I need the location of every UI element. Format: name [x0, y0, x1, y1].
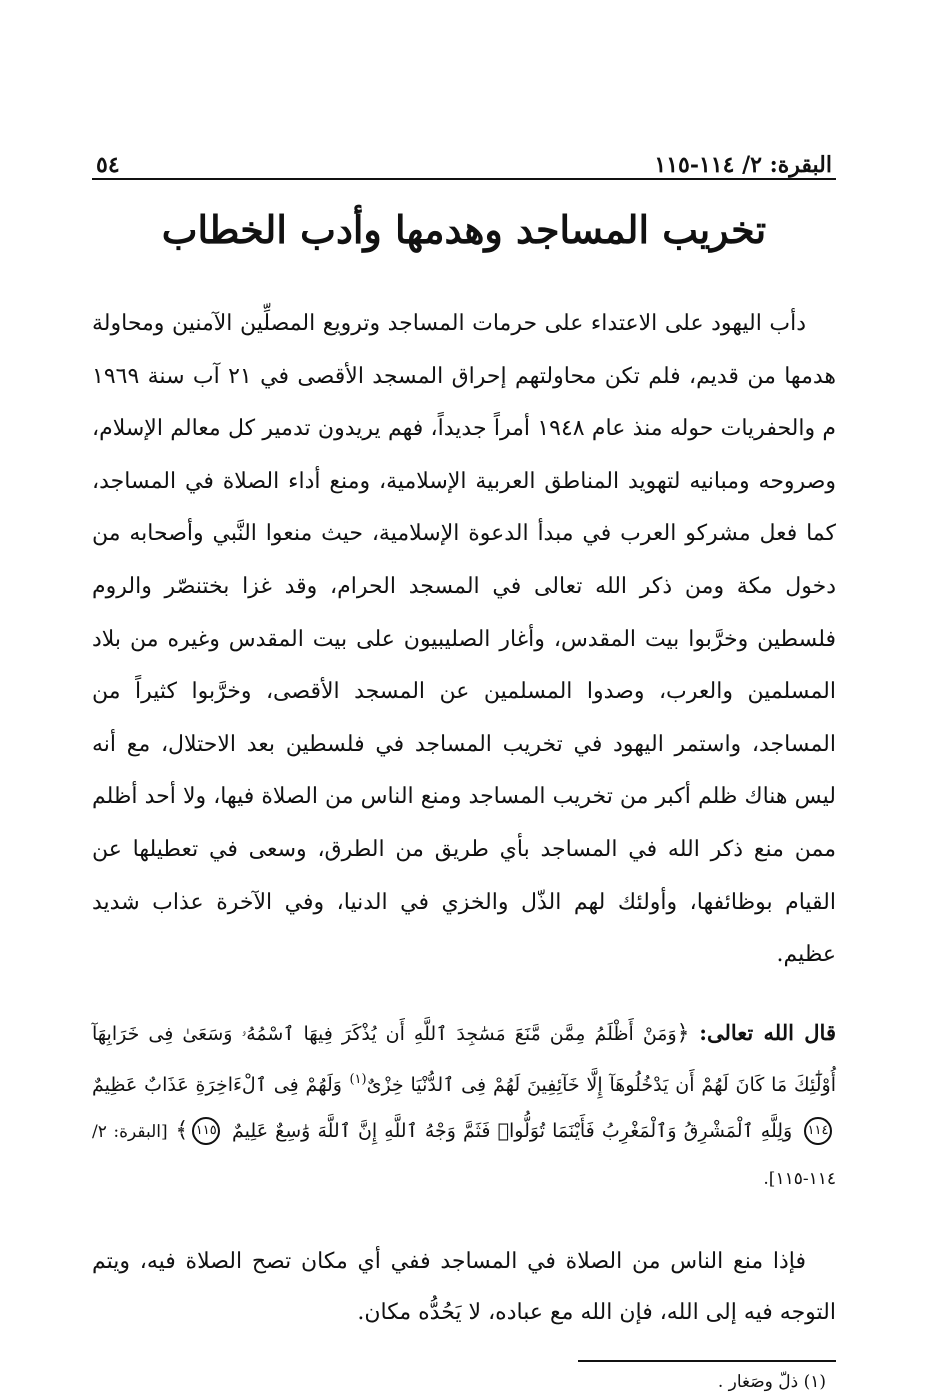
- verse-part-1: وَمَنْ أَظْلَمُ مِمَّن مَّنَعَ مَسَٰجِدَ ٱللَّهِ أَن يُذْكَرَ فِيهَا ٱسْمُهُۥ وَسَعَىٰ فِى خَرَابِهَآ أُوْلَٰٓئِكَ مَا كَانَ لَهُمْ أَن يَدْخُلُوهَآ إِلَّا خَآئِفِينَ لَهُمْ فِى ٱلدُّنْيَا خِزْىٌ: [92, 1022, 836, 1096]
- verse-reference: [البقرة: ٢/ ١١٤-١١٥].: [92, 1121, 836, 1189]
- closing-text: فإذا منع الناس من الصلاة في المساجد ففي أي مكان تصح الصلاة فيه، ويتم التوجه فيه إلى الله، فإن الله مع عباده، لا يَحُدُّه مكان.: [92, 1248, 836, 1325]
- ayah-number-mark: ١١٥: [192, 1117, 220, 1145]
- surah-reference: البقرة: ٢/ ١١٤-١١٥: [654, 152, 832, 178]
- book-page: [92, 140, 836, 1392]
- footnote-rule: [578, 1360, 836, 1362]
- quran-quote: [92, 1010, 836, 1202]
- close-bracket: ﴾: [175, 1117, 189, 1143]
- verse-part-3: وَلِلَّهِ ٱلْمَشْرِقُ وَٱلْمَغْرِبُ فَأَيْنَمَا تُوَلُّوا۟ فَثَمَّ وَجْهُ ٱللَّهِ إِنَّ ٱللَّهَ وَٰسِعٌ عَلِيمٌ: [232, 1119, 793, 1142]
- header-rule: [92, 178, 836, 180]
- main-paragraph: [92, 298, 836, 982]
- closing-paragraph: [92, 1236, 836, 1338]
- verse-part-2: وَلَهُمْ فِى ٱلْءَاخِرَةِ عَذَابٌ عَظِيمٌ: [92, 1073, 342, 1096]
- page-number: ٥٤: [96, 152, 120, 178]
- ayah-number-mark: ١١٤: [804, 1117, 832, 1145]
- footnote: (١) ذلّ وصَغار .: [717, 1371, 826, 1392]
- page-title: تخريب المساجد وهدمها وأدب الخطاب: [161, 207, 767, 252]
- paragraph-text: دأب اليهود على الاعتداء على حرمات المساجد وترويع المصلِّين الآمنين ومحاولة هدمها من قديم، فلم تكن محاولتهم إحراق المسجد الأقصى في ٢١ آب سنة ١٩٦٩ م والحفريات حوله منذ عام ١٩٤٨ أمراً جديداً، فهم يريدون تدمير كل معالم الإسلام، وصروحه ومبانيه لتهويد المناطق العربية الإسلامية، ومنع أداء الصلاة في المساجد، كما فعل مشركو العرب في مبدأ الدعوة الإسلامية، حيث منعوا النَّبي وأصحابه من دخول مكة ومن ذكر الله تعالى في المسجد الحرام، وقد غزا بختنصّر والروم فلسطين وخرَّبوا بيت المقدس، وأغار الصليبيون على بيت المقدس وغيره من بلاد المسلمين والعرب، وصدوا المسلمين عن المسجد الأقصى، وخرَّبوا كثيراً من المساجد، واستمر اليهود في تخريب المساجد في فلسطين بعد الاحتلال، مع أنه ليس هناك ظلم أكبر من تخريب المساجد ومنع الناس من الصلاة فيها، ولا أحد أظلم ممن منع ذكر الله في المساجد بأي طريق من الطرق، وسعى في تعطيلها عن القيام بوظائفها، وأولئك لهم الذّل والخزي في الدنيا، وفي الآخرة عذاب شديد عظيم.: [92, 311, 837, 968]
- quote-lead: قال الله تعالى:: [699, 1019, 836, 1045]
- page-header: [92, 140, 836, 178]
- open-bracket: ﴿: [676, 1020, 690, 1046]
- footnote-marker: (١): [349, 1071, 367, 1087]
